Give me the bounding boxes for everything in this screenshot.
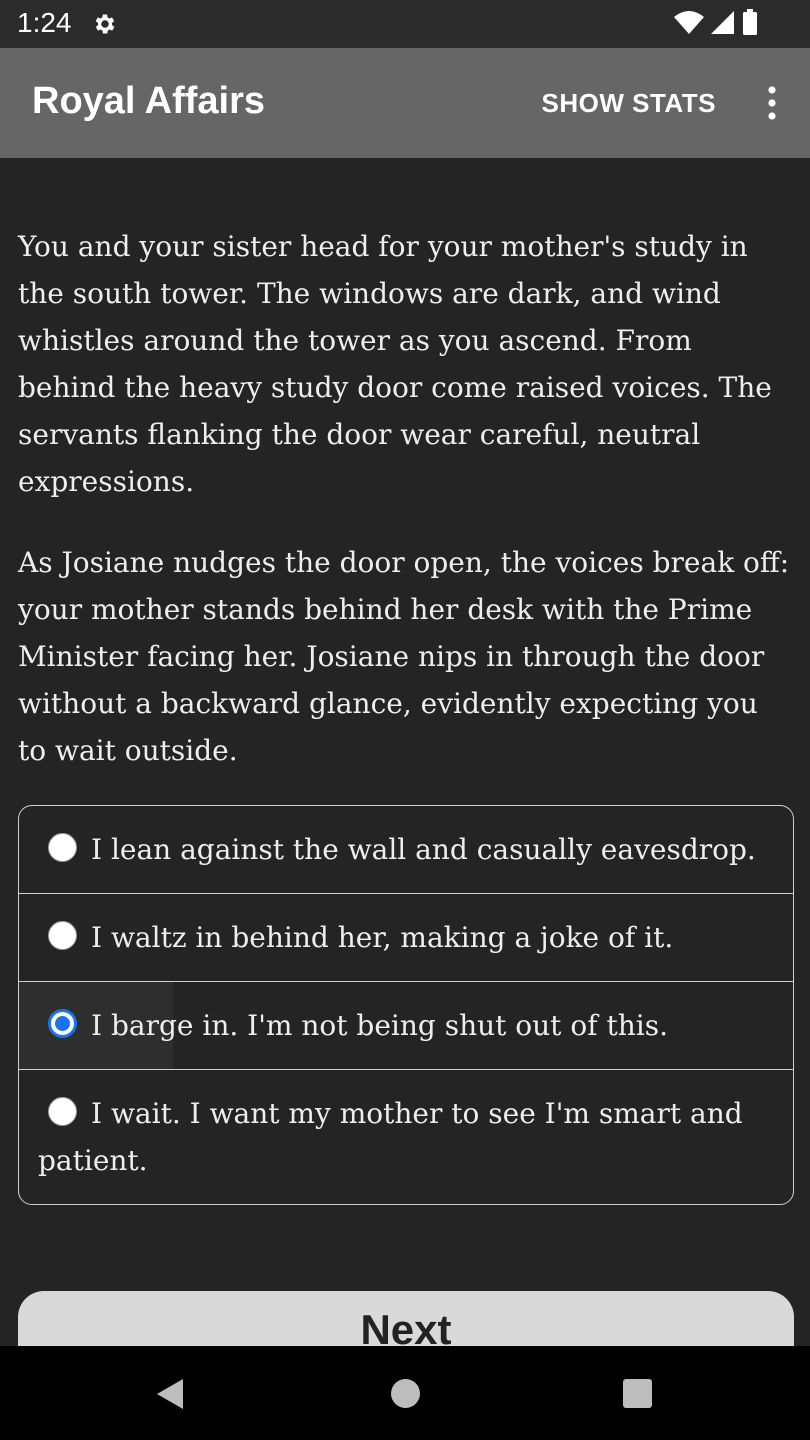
app-title: Royal Affairs xyxy=(32,80,265,122)
next-button[interactable]: Next xyxy=(18,1291,794,1346)
radio-button[interactable] xyxy=(48,921,77,950)
radio-button-checked[interactable] xyxy=(48,1009,77,1038)
choice-label: I barge in. I'm not being shut out of this. xyxy=(91,1009,668,1042)
choice-option-selected[interactable] xyxy=(19,981,793,1069)
choice-list xyxy=(18,805,794,1205)
show-stats-button[interactable]: SHOW STATS xyxy=(541,88,716,118)
status-time: 1:24 xyxy=(17,7,72,38)
wifi-icon xyxy=(674,9,704,35)
battery-icon xyxy=(742,9,758,35)
overflow-menu-icon[interactable] xyxy=(764,86,780,120)
story-paragraph: You and your sister head for your mother's study in the south tower. The windows are dark, and wind whistles around the tower as you ascend. From behind the heavy study door come raised voices. The servants flanking the door wear careful, neutral expressions. xyxy=(18,230,772,498)
story-content[interactable] xyxy=(0,158,810,1346)
choice-label: I waltz in behind her, making a joke of it. xyxy=(91,921,674,954)
choice-option[interactable] xyxy=(19,893,793,981)
status-icons xyxy=(674,9,758,35)
back-icon[interactable] xyxy=(156,1378,184,1410)
recents-icon[interactable] xyxy=(623,1379,652,1408)
app-bar xyxy=(0,48,810,158)
cellular-signal-icon xyxy=(710,9,736,35)
choice-label: I lean against the wall and casually eavesdrop. xyxy=(91,833,756,866)
story-paragraph: As Josiane nudges the door open, the voices break off: your mother stands behind her desk with the Prime Minister facing her. Josiane nips in through the door without a backward glance, evidently expecting you to wait outside. xyxy=(18,546,790,767)
choice-label: I wait. I want my mother to see I'm smart and patient. xyxy=(38,1097,743,1177)
navigation-bar xyxy=(0,1346,810,1440)
choice-option[interactable] xyxy=(19,1069,793,1204)
status-bar xyxy=(0,0,810,48)
home-icon[interactable] xyxy=(391,1379,420,1408)
settings-gear-icon xyxy=(92,11,118,37)
choice-option[interactable] xyxy=(19,806,793,893)
radio-button[interactable] xyxy=(48,833,77,862)
radio-button[interactable] xyxy=(48,1097,77,1126)
